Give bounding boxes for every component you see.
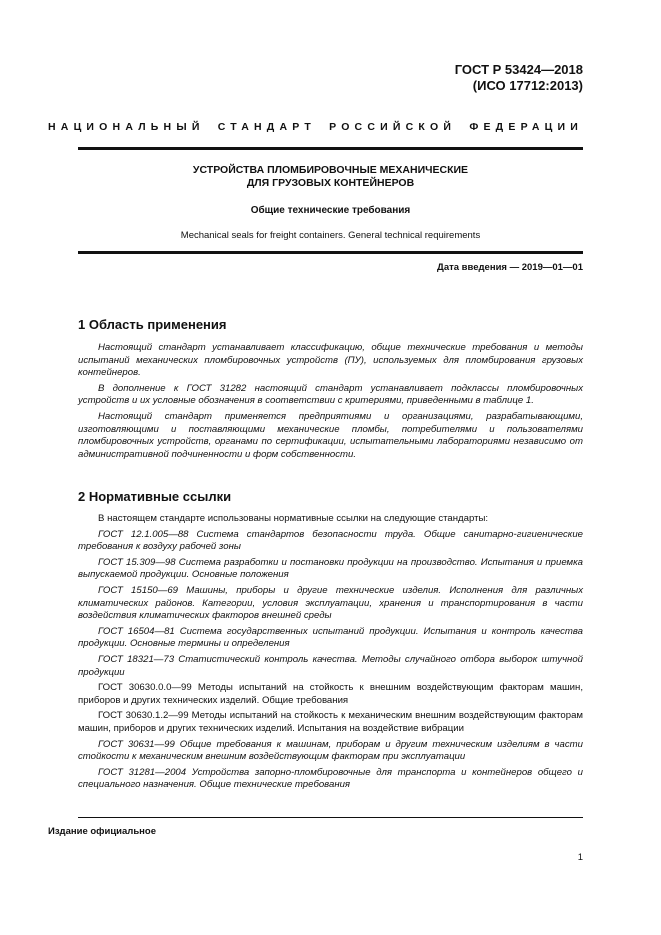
reference-item: ГОСТ 30631—99 Общие требования к машинам, приборам и другим техническим изделиям в части стойкости к механическим внешним воздействующим факторам при эксплуатации — [78, 738, 583, 763]
reference-item: ГОСТ 15.309—98 Система разработки и постановки продукции на производство. Испытания и приемка выпускаемой продукции. Основные положения — [78, 556, 583, 581]
english-title: Mechanical seals for freight containers. General technical requirements — [180, 230, 481, 241]
section-1-paragraph: Настоящий стандарт применяется предприятиями и организациями, разрабатывающими, изготовляющими и поставляющими механические пломбы, потребителями и пользователями пломбировочных устройств, органами по сертификации, испытательными лабораториями независимо от административной подчиненности и форм собственности. — [78, 410, 583, 460]
title-line-1: УСТРОЙСТВА ПЛОМБИРОВОЧНЫЕ МЕХАНИЧЕСКИЕ — [192, 164, 469, 176]
document-title — [78, 164, 583, 190]
footer-rule — [78, 817, 583, 818]
section-1-paragraph: Настоящий стандарт устанавливает классификацию, общие технические требования и методы испытаний механических пломбировочных устройств (ПУ), используемых для пломбирования грузовых контейнеров. — [78, 342, 583, 379]
introduction-date: Дата введения — 2019—01—01 — [437, 262, 583, 273]
reference-item: ГОСТ 30630.0.0—99 Методы испытаний на стойкость к внешним воздействующим факторам машин, приборов и других технических изделий. Общие требования — [78, 682, 583, 706]
reference-item: ГОСТ 15150—69 Машины, приборы и другие технические изделия. Исполнения для различных климатических районов. Категории, условия эксплуатации, хранения и транспортирования в части воздействия климатических факторов внешней среды — [78, 584, 583, 622]
title-line-2: ДЛЯ ГРУЗОВЫХ КОНТЕЙНЕРОВ — [246, 177, 415, 189]
top-rule — [78, 147, 583, 150]
page-number: 1 — [577, 852, 583, 863]
middle-rule — [78, 251, 583, 254]
reference-item: ГОСТ 31281—2004 Устройства запорно-пломбировочные для транспорта и контейнеров общего и специального назначения. Общие технические требования — [78, 766, 583, 791]
section-1-heading: 1 Область применения — [78, 317, 227, 332]
section-2-intro: В настоящем стандарте использованы нормативные ссылки на следующие стандарты: — [98, 513, 489, 524]
reference-item: ГОСТ 18321—73 Статистический контроль качества. Методы случайного отбора выборок штучной продукции — [78, 653, 583, 678]
standard-code — [455, 62, 583, 94]
section-2-body — [78, 513, 583, 795]
standard-number: ГОСТ Р 53424—2018 — [454, 62, 583, 77]
reference-item: ГОСТ 30630.1.2—99 Методы испытаний на стойкость к механическим внешним воздействующим факторам машин, приборов и других технических изделий. Испытания на воздействие вибрации — [78, 710, 583, 734]
reference-item: ГОСТ 12.1.005—88 Система стандартов безопасности труда. Общие санитарно-гигиенические требования к воздуху рабочей зоны — [78, 528, 583, 553]
document-subtitle: Общие технические требования — [250, 205, 411, 216]
section-1-paragraph: В дополнение к ГОСТ 31282 настоящий стандарт устанавливает подклассы пломбировочных устройств и их условные обозначения в соответствии с критериями, приведенными в таблице 1. — [78, 382, 583, 407]
section-1-body — [78, 342, 583, 464]
reference-item: ГОСТ 16504—81 Система государственных испытаний продукции. Испытания и контроль качества продукции. Основные термины и определения — [78, 625, 583, 650]
iso-equivalent: (ИСО 17712:2013) — [472, 78, 583, 93]
national-standard-banner: НАЦИОНАЛЬНЫЙ СТАНДАРТ РОССИЙСКОЙ ФЕДЕРАЦИИ — [48, 121, 583, 133]
section-2-heading: 2 Нормативные ссылки — [78, 489, 232, 504]
official-edition-label: Издание официальное — [48, 826, 156, 837]
